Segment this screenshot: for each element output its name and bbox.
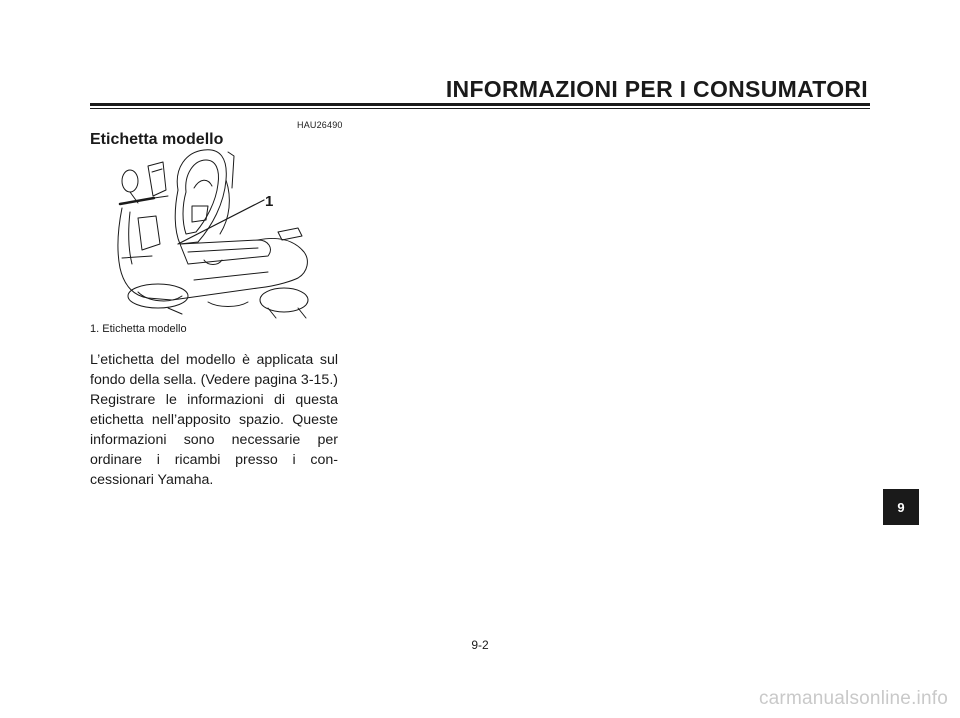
figure-caption: 1. Etichetta modello: [90, 323, 187, 335]
body-paragraph: L’etichetta del modello è applicata sul fondo della sella. (Vedere pagina 3-15.) Registrare le informazioni di questa etichetta nell’apposito spazio. Queste informazioni sono necessarie per ordinare i ricambi presso i con-cessionari Yamaha.: [90, 352, 338, 488]
header-rule-thin: [90, 108, 870, 109]
watermark: carmanualsonline.info: [758, 688, 948, 709]
scooter-seat-illustration: [108, 148, 328, 320]
page-title: INFORMAZIONI PER I CONSUMATORI: [445, 76, 868, 102]
reference-code: HAU26490: [297, 120, 343, 130]
header-rule-thick: [90, 103, 870, 106]
section-heading: Etichetta modello: [90, 131, 224, 148]
page-number: 9-2: [471, 638, 489, 652]
figure-callout-number: 1: [265, 193, 274, 210]
chapter-tab: 9: [883, 489, 919, 525]
